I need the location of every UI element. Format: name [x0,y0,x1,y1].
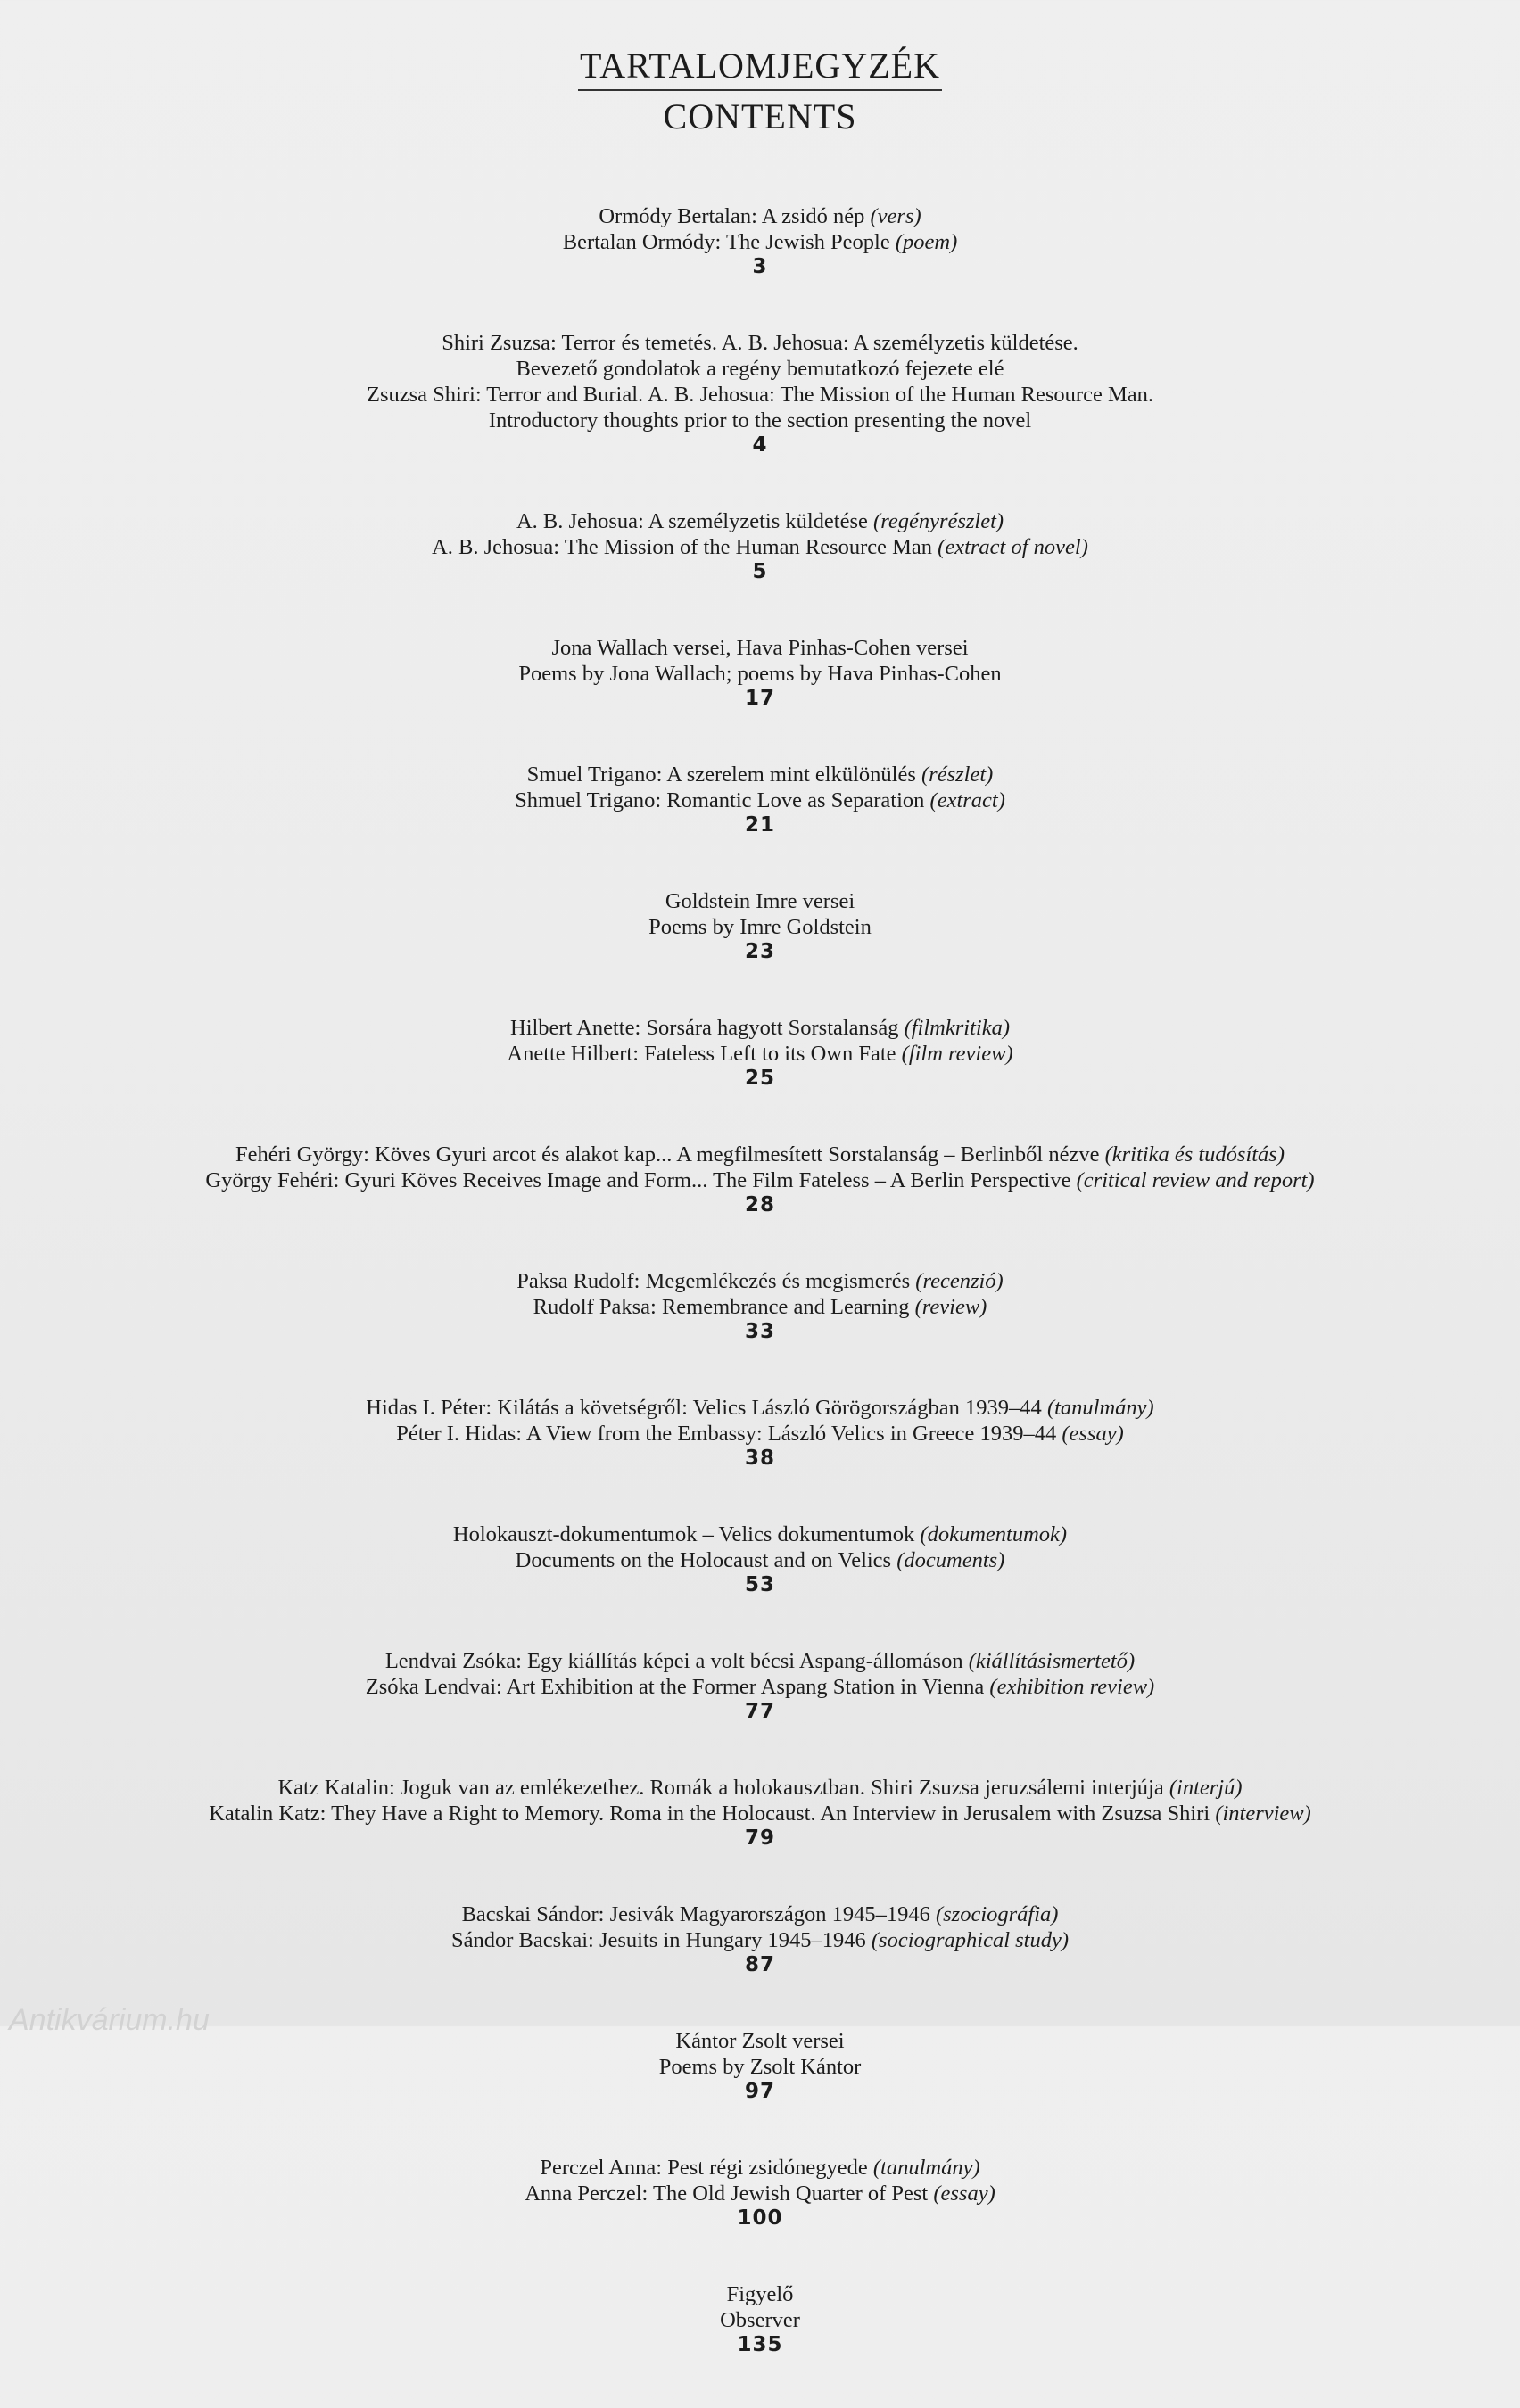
toc-entry-line [0,1395,1520,1421]
entry-title-text: Kántor Zsolt versei [675,2029,845,2053]
entry-title-text: Goldstein Imre versei [665,889,855,913]
toc-entry-line [0,1648,1520,1674]
entry-genre-text: (vers) [870,204,921,228]
entry-title-text: Lendvai Zsóka: Egy kiállítás képei a volt bécsi Aspang-állomáson [384,1649,969,1673]
entry-title-text: Fehéri György: Köves Gyuri arcot és alakot kap... A megfilmesített Sorstalanság – Berlinből nézve [235,1142,1105,1167]
entry-genre-text: (filmkritika) [904,1016,1010,1040]
toc-entry-line [0,1041,1520,1067]
page-number: 79 [744,1827,775,1850]
entry-title-text: Rudolf Paksa: Remembrance and Learning [533,1295,915,1319]
toc-entry-line [0,1015,1520,1041]
entry-genre-text: (extract of novel) [938,535,1088,559]
entry-genre-text: (review) [914,1295,987,1319]
entry-genre-text: (kiállításismertető) [968,1649,1136,1673]
toc-entry [0,1142,1520,1217]
toc-entry-line [0,408,1520,433]
entry-title-text: Holokauszt-dokumentumok – Velics dokumentumok [452,1522,921,1546]
toc-entry-line [0,508,1520,534]
page-number: 25 [744,1067,775,1090]
entry-genre-text: (kritika és tudósítás) [1104,1142,1285,1167]
toc-entry-line [0,1547,1520,1573]
entry-genre-text: (extract) [929,788,1005,812]
toc-entry-line [0,382,1520,408]
toc-entry-line [0,534,1520,560]
toc-entry-line [0,2028,1520,2054]
entry-genre-text: (critical review and report) [1076,1168,1315,1192]
watermark-text: Antikvárium.hu [9,2003,210,2037]
entry-title-text: Poems by Jona Wallach; poems by Hava Pinhas-Cohen [518,662,1002,686]
entry-genre-text: (tanulmány) [872,2156,980,2180]
toc-entry [0,1268,1520,1344]
toc-entry-line [0,1142,1520,1167]
page-number: 38 [744,1447,775,1470]
entry-title-text: Shiri Zsuzsa: Terror és temetés. A. B. Jehosua: A személyzetis küldetése. [442,331,1078,355]
toc-entry [0,203,1520,279]
entry-title-text: Zsóka Lendvai: Art Exhibition at the Former Aspang Station in Vienna [365,1675,990,1699]
toc-entry-line [0,203,1520,229]
entry-genre-text: (dokumentumok) [920,1522,1068,1546]
toc-entry [0,635,1520,711]
toc-entry [0,508,1520,584]
toc-entry [0,762,1520,837]
toc-entry [0,2155,1520,2231]
toc-entry [0,1395,1520,1471]
entry-genre-text: (essay) [1062,1422,1124,1446]
toc-entry-line [0,914,1520,940]
entry-title-text: Perczel Anna: Pest régi zsidónegyede [540,2156,873,2180]
toc-entry-line [0,356,1520,382]
page-number: 53 [744,1573,775,1596]
toc-entry-line [0,1421,1520,1447]
toc-entry-line [0,888,1520,914]
entry-title-text: Ormódy Bertalan: A zsidó nép [599,204,871,228]
toc-entry-line [0,1167,1520,1193]
entry-title-text: Zsuzsa Shiri: Terror and Burial. A. B. Jehosua: The Mission of the Human Resource Man. [367,383,1153,407]
page-number: 100 [737,2206,783,2230]
entry-title-text: Paksa Rudolf: Megemlékezés és megismerés [516,1269,916,1293]
toc-entry-line [0,2155,1520,2181]
entry-title-text: Shmuel Trigano: Romantic Love as Separation [515,788,930,812]
page-number: 77 [744,1700,775,1723]
entry-title-text: Anna Perczel: The Old Jewish Quarter of Pest [525,2181,934,2206]
page-number: 4 [752,433,768,457]
entry-genre-text: (tanulmány) [1046,1396,1154,1420]
toc-entry-line [0,2181,1520,2206]
entry-title-text: Sándor Bacskai: Jesuits in Hungary 1945–1946 [450,1928,872,1952]
page-number: 33 [744,1320,775,1343]
entry-genre-text: (recenzió) [915,1269,1004,1293]
toc-entry [0,1901,1520,1977]
entry-genre-text: (szociográfia) [935,1902,1059,1926]
toc-entry [0,1775,1520,1851]
entry-title-text: A. B. Jehosua: The Mission of the Human Resource Man [432,535,938,559]
entry-genre-text: (sociographical study) [871,1928,1070,1952]
entry-title-text: Hidas I. Péter: Kilátás a követségről: Velics László Görögországban 1939–44 [366,1396,1047,1420]
entry-title-text: Bevezető gondolatok a regény bemutatkozó fejezete elé [516,357,1004,381]
toc-entry-line [0,1674,1520,1700]
page-number: 97 [744,2080,775,2103]
entry-title-text: Péter I. Hidas: A View from the Embassy: László Velics in Greece 1939–44 [396,1422,1062,1446]
entry-genre-text: (essay) [933,2181,995,2206]
entry-title-text: Figyelő [726,2282,794,2306]
toc-entry [0,888,1520,964]
entry-title-text: Bacskai Sándor: Jesivák Magyarországon 1945–1946 [461,1902,936,1926]
entry-title-text: Observer [720,2308,800,2332]
entry-genre-text: (film review) [901,1042,1013,1066]
toc-entry-line [0,1801,1520,1827]
toc-entry [0,330,1520,458]
entry-title-text: Smuel Trigano: A szerelem mint elkülönülés [526,763,922,787]
page-number: 28 [744,1193,775,1216]
page-title-hungarian: TARTALOMJEGYZÉK [578,46,942,91]
page-title-english: CONTENTS [663,96,857,136]
page-number: 87 [744,1953,775,1976]
entry-genre-text: (interview) [1215,1802,1311,1826]
page-number: 3 [752,255,768,278]
toc-entry-line [0,2281,1520,2307]
toc-entry [0,1015,1520,1091]
toc-entry-line [0,1268,1520,1294]
entry-title-text: György Fehéri: Gyuri Köves Receives Image and Form... The Film Fateless – A Berlin Perspective [205,1168,1077,1192]
toc-entry-line [0,762,1520,788]
toc-entry-line [0,330,1520,356]
toc-entry-line [0,1927,1520,1953]
entry-genre-text: (exhibition review) [989,1675,1155,1699]
entry-title-text: Introductory thoughts prior to the section presenting the novel [488,408,1032,433]
toc-entry-line [0,1901,1520,1927]
entry-title-text: Jona Wallach versei, Hava Pinhas-Cohen versei [551,636,969,660]
entry-genre-text: (regényrészlet) [873,509,1004,533]
toc-entry-line [0,2307,1520,2333]
toc-entry [0,2028,1520,2104]
entry-title-text: Hilbert Anette: Sorsára hagyott Sorstalanság [510,1016,905,1040]
page-number: 21 [744,813,775,837]
entry-title-text: Bertalan Ormódy: The Jewish People [562,230,896,254]
toc-entry-line [0,788,1520,813]
entry-title-text: Poems by Zsolt Kántor [658,2055,862,2079]
entry-genre-text: (poem) [895,230,958,254]
toc-entry-line [0,2054,1520,2080]
toc-entry-line [0,229,1520,255]
entry-genre-text: (documents) [896,1548,1005,1572]
toc-entry [0,1648,1520,1724]
entry-title-text: Anette Hilbert: Fateless Left to its Own Fate [507,1042,902,1066]
toc-entry [0,2281,1520,2357]
page-number: 17 [744,687,775,710]
toc-entry-line [0,661,1520,687]
entry-title-text: A. B. Jehosua: A személyzetis küldetése [516,509,874,533]
table-of-contents [0,203,1520,2408]
toc-entry-line [0,635,1520,661]
toc-entry-line [0,1775,1520,1801]
entry-title-text: Katalin Katz: They Have a Right to Memory. Roma in the Holocaust. An Interview in Jerusalem with Zsuzsa Shiri [209,1802,1216,1826]
contents-header [0,46,1520,137]
page-number: 5 [752,560,768,583]
entry-genre-text: (interjú) [1169,1776,1243,1800]
toc-entry-line [0,1521,1520,1547]
toc-entry [0,1521,1520,1597]
page-number: 23 [744,940,775,963]
entry-title-text: Poems by Imre Goldstein [648,915,872,939]
page-number: 135 [737,2333,783,2356]
entry-title-text: Documents on the Holocaust and on Velics [515,1548,897,1572]
entry-genre-text: (részlet) [921,763,994,787]
toc-entry-line [0,1294,1520,1320]
entry-title-text: Katz Katalin: Joguk van az emlékezethez. Romák a holokausztban. Shiri Zsuzsa jeruzsálemi interjúja [277,1776,1169,1800]
